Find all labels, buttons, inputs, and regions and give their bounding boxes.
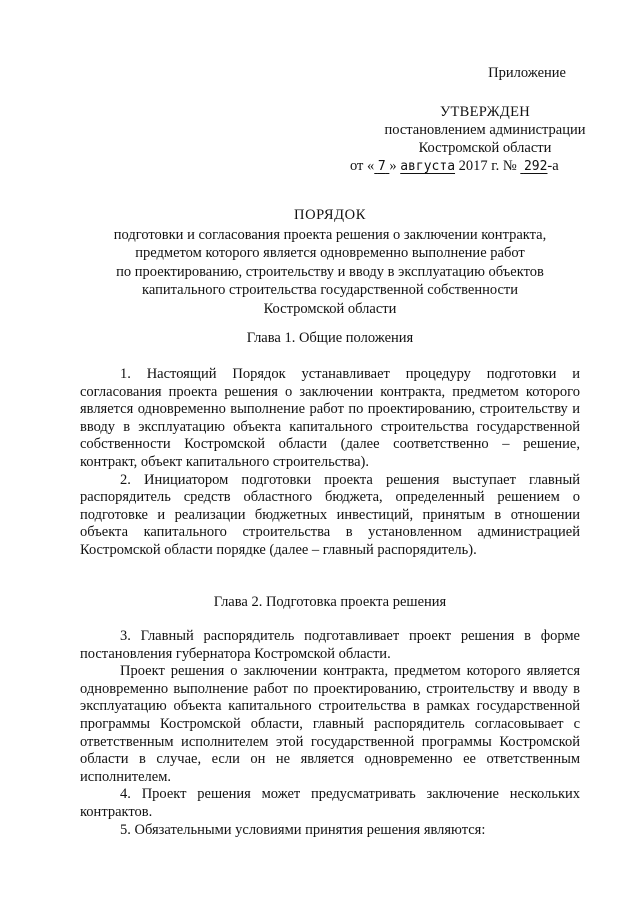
approved-by-line-2: Костромской области xyxy=(418,140,552,156)
month-value: августа xyxy=(400,159,456,174)
appendix-label: Приложение xyxy=(488,65,566,81)
chapter-1-heading: Глава 1. Общие положения xyxy=(246,330,414,346)
day-field xyxy=(374,157,389,176)
number-suffix: -а xyxy=(547,158,559,174)
date-mid: » xyxy=(389,158,397,174)
title-line: Костромской области xyxy=(263,300,397,317)
day-value: 7 xyxy=(377,159,386,174)
title-main: ПОРЯДОК xyxy=(294,207,366,223)
title-line: подготовки и согласования проекта решения о заключении контракта, xyxy=(113,226,547,243)
approved-by-line-1: постановлением администрации xyxy=(384,122,586,138)
paragraph-3-continued: Проект решения о заключении контракта, предметом которого является одновременно выполнение работ по проектированию, строительству и вводу в эксплуатацию объекта капитального строительства в рамках государственной программы Костромской области, главный распорядитель согласовывает с ответственным исполнителем этой государственной программы Костромской области в случае, если он не является одновременно ее ответственным исполнителем. xyxy=(80,663,580,785)
title-line: капитального строительства государственной собственности xyxy=(142,282,518,298)
approval-stamp xyxy=(330,64,600,176)
document-title xyxy=(60,206,600,318)
decree-date-line xyxy=(330,157,600,176)
title-line: по проектированию, строительству и вводу в эксплуатацию объектов xyxy=(116,263,544,280)
number-value: 292 xyxy=(523,159,548,174)
chapter-2-heading: Глава 2. Подготовка проекта решения xyxy=(213,594,447,610)
chapter-1-body xyxy=(80,366,580,560)
year-and-number-label: 2017 г. № xyxy=(458,158,517,174)
paragraph-1: 1. Настоящий Порядок устанавливает процедуру подготовки и согласования проекта решения о заключении контракта, предметом которого является одновременно выполнение работ по проектированию, строительству и вводу в эксплуатацию объекта капитального строительства государственной собственности Костромской области (далее соответственно – решение, контракт, объект капитального строительства). xyxy=(80,366,580,470)
title-line: предметом которого является одновременно выполнение работ xyxy=(135,245,525,261)
paragraph-3: 3. Главный распорядитель подготавливает проект решения в форме постановления губернатора Костромской области. xyxy=(80,628,580,662)
date-prefix: от « xyxy=(350,158,375,174)
number-field xyxy=(520,157,547,176)
approved-label: УТВЕРЖДЕН xyxy=(439,104,531,120)
paragraph-5: 5. Обязательными условиями принятия решения являются: xyxy=(120,821,486,838)
chapter-2-body xyxy=(80,628,580,839)
paragraph-2: 2. Инициатором подготовки проекта решения выступает главный распорядитель средств областного бюджета, определенный решением о подготовке и реализации бюджетных инвестиций, принятым в отношении объекта капитального строительства в установленном администрацией Костромской области порядке (далее – главный распорядитель). xyxy=(80,471,580,558)
paragraph-4: 4. Проект решения может предусматривать заключение нескольких контрактов. xyxy=(80,786,580,820)
